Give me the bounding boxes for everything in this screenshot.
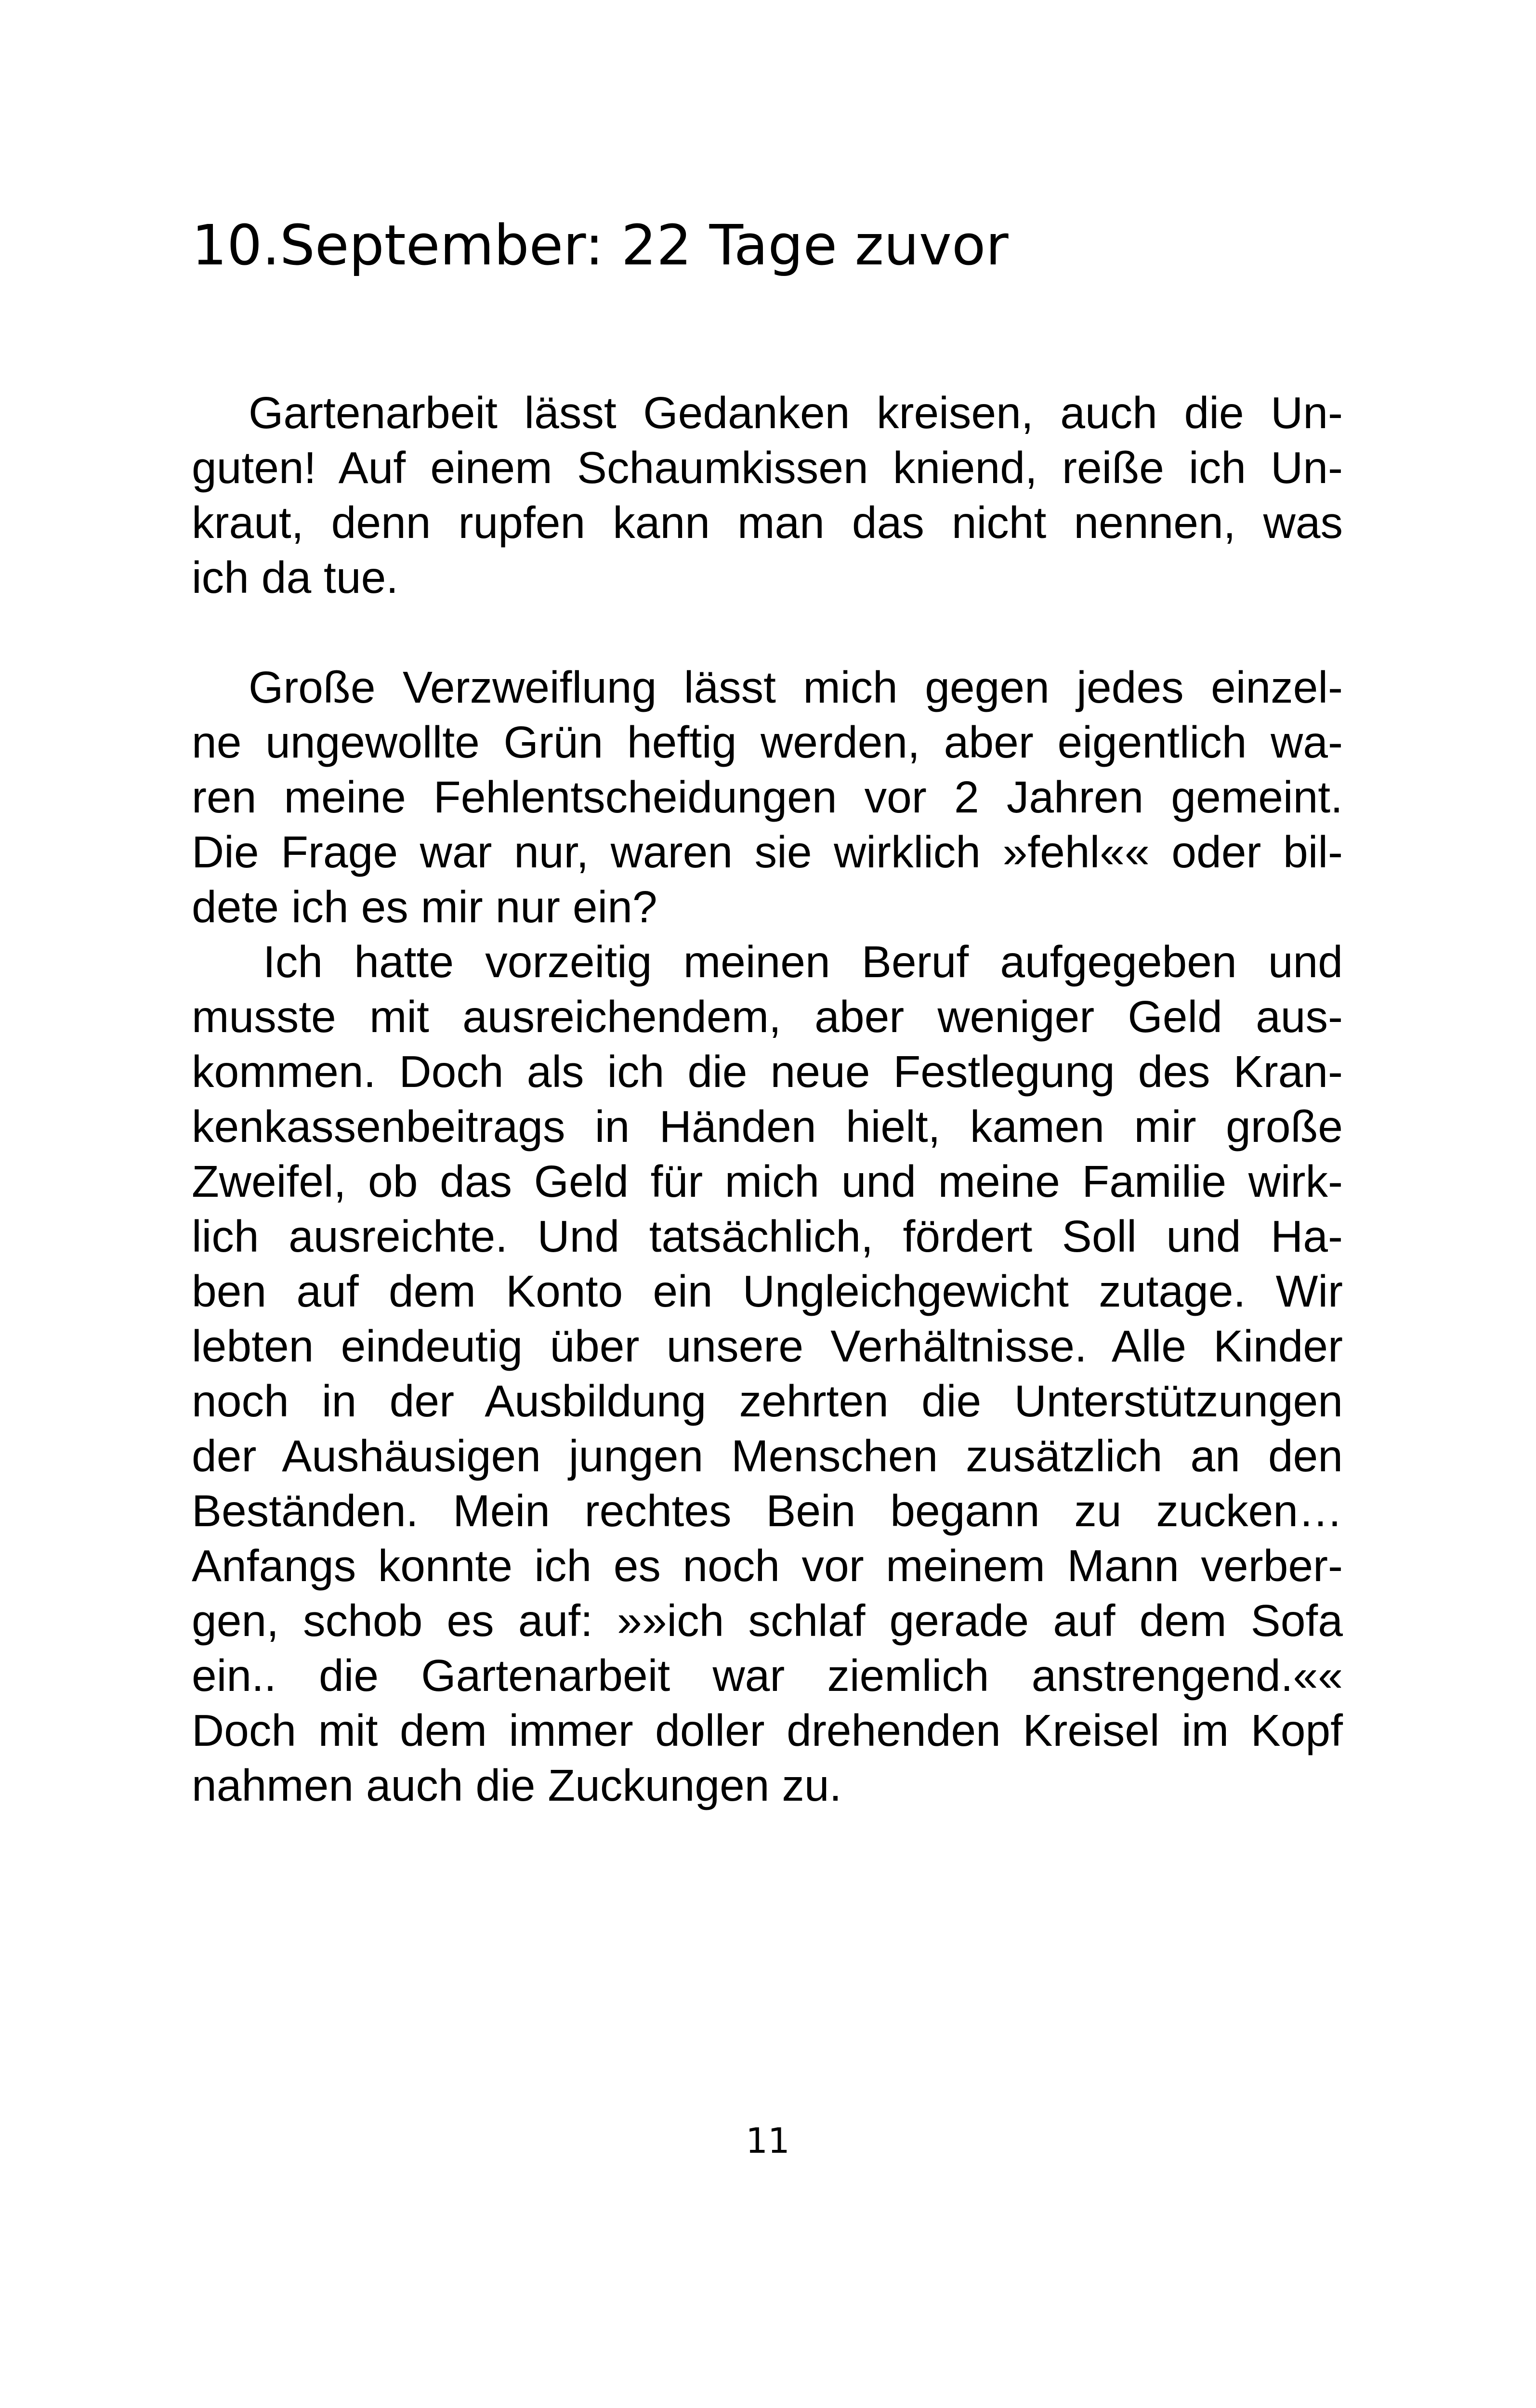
text-line: gen, schob es auf: »»ich schlaf gerade auf dem Sofa — [192, 1596, 1343, 1646]
paragraph-3 — [192, 934, 1343, 1813]
text-line: kenkassenbeitrags in Händen hielt, kamen mir große — [192, 1101, 1343, 1152]
text-line: ren meine Fehlentscheidungen vor 2 Jahren gemeint. — [192, 772, 1343, 822]
text-line: noch in der Ausbildung zehrten die Unterstützungen — [192, 1376, 1343, 1426]
text-line: ne ungewollte Grün heftig werden, aber eigentlich wa- — [192, 717, 1343, 767]
text-line: dete ich es mir nur ein? — [192, 882, 657, 932]
text-line: ich da tue. — [192, 552, 399, 602]
text-line: ein.. die Gartenarbeit war ziemlich anstrengend.«« — [192, 1650, 1343, 1701]
text-line: nahmen auch die Zuckungen zu. — [192, 1760, 842, 1810]
text-line: Gartenarbeit lässt Gedanken kreisen, auch die Un- — [249, 388, 1343, 438]
text-line: Große Verzweiflung lässt mich gegen jedes einzel- — [249, 662, 1343, 712]
text-line: Die Frage war nur, waren sie wirklich »fehl«« oder bil- — [192, 827, 1343, 877]
text-line: lebten eindeutig über unsere Verhältnisse. Alle Kinder — [192, 1321, 1343, 1371]
text-line: Beständen. Mein rechtes Bein begann zu zucken… — [192, 1486, 1343, 1536]
paragraph-1 — [192, 385, 1343, 605]
text-line: Anfangs konnte ich es noch vor meinem Mann verber- — [192, 1541, 1343, 1591]
text-line: der Aushäusigen jungen Menschen zusätzlich an den — [192, 1431, 1343, 1481]
text-line: kommen. Doch als ich die neue Festlegung des Kran- — [192, 1047, 1343, 1097]
text-line: kraut, denn rupfen kann man das nicht nennen, was — [192, 497, 1343, 548]
text-line: ben auf dem Konto ein Ungleichgewicht zutage. Wir — [192, 1266, 1343, 1316]
chapter-heading: 10.September: 22 Tage zuvor — [192, 213, 1009, 278]
text-line: lich ausreichte. Und tatsächlich, fördert Soll und Ha- — [192, 1211, 1343, 1261]
paragraph-gap — [192, 605, 1343, 660]
text-line: Doch mit dem immer doller drehenden Kreisel im Kopf — [192, 1705, 1343, 1755]
text-line: Zweifel, ob das Geld für mich und meine Familie wirk- — [192, 1156, 1343, 1206]
text-line: Ich hatte vorzeitig meinen Beruf aufgegeben und — [263, 937, 1343, 987]
page-number: 11 — [746, 2120, 790, 2161]
body-text — [192, 385, 1343, 1813]
text-line: guten! Auf einem Schaumkissen kniend, reiße ich Un- — [192, 443, 1343, 493]
text-line: musste mit ausreichendem, aber weniger Geld aus- — [192, 992, 1343, 1042]
paragraph-2 — [192, 660, 1343, 934]
